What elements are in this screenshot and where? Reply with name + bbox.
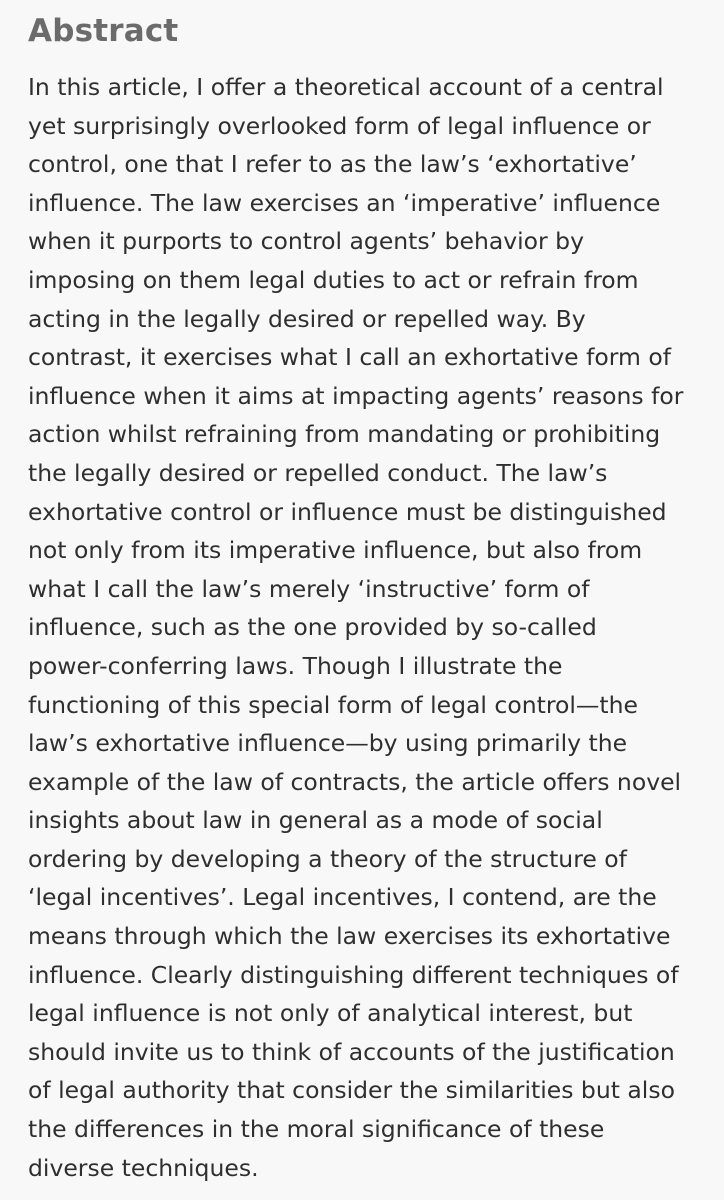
abstract-line: ‘legal incentives’. Legal incentives, I contend, are the [28,883,657,912]
abstract-line: should invite us to think of accounts of the justification [28,1037,675,1066]
abstract-line: power-conferring laws. Though I illustrate the [28,651,563,680]
abstract-line: exhortative control or influence must be distinguished [28,497,667,526]
abstract-line: yet surprisingly overlooked form of legal influence or [28,111,651,140]
abstract-line: influence. The law exercises an ‘imperative’ influence [28,188,661,217]
abstract-line: the legally desired or repelled conduct. The law’s [28,458,608,487]
abstract-line: ordering by developing a theory of the structure of [28,844,627,873]
abstract-line: diverse techniques. [28,1153,259,1182]
abstract-line: influence, such as the one provided by so-called [28,613,597,642]
abstract-line: what I call the law’s merely ‘instructive’ form of [28,574,590,603]
abstract-body [28,68,702,1187]
abstract-line: functioning of this special form of legal control—the [28,690,638,719]
abstract-line: of legal authority that consider the similarities but also [28,1076,675,1105]
abstract-line: the differences in the moral significance of these [28,1115,605,1144]
abstract-line: control, one that I refer to as the law’s ‘exhortative’ [28,150,637,179]
abstract-line: influence when it aims at impacting agents’ reasons for [28,381,684,410]
abstract-heading: Abstract [28,13,179,49]
abstract-line: insights about law in general as a mode of social [28,806,603,835]
abstract-line: law’s exhortative influence—by using primarily the [28,729,628,758]
abstract-line: acting in the legally desired or repelled way. By [28,304,586,333]
abstract-line: example of the law of contracts, the article offers novel [28,767,682,796]
abstract-line: not only from its imperative influence, but also from [28,536,643,565]
abstract-line: In this article, I offer a theoretical account of a central [28,73,664,101]
abstract-line: contrast, it exercises what I call an exhortative form of [28,343,671,372]
abstract-line: when it purports to control agents’ behavior by [28,227,585,256]
abstract-line: legal influence is not only of analytical interest, but [28,999,633,1028]
abstract-line: action whilst refraining from mandating or prohibiting [28,420,661,449]
abstract-line: influence. Clearly distinguishing different techniques of [28,960,679,989]
abstract-line: means through which the law exercises its exhortative [28,922,671,951]
abstract-line: imposing on them legal duties to act or refrain from [28,265,639,294]
